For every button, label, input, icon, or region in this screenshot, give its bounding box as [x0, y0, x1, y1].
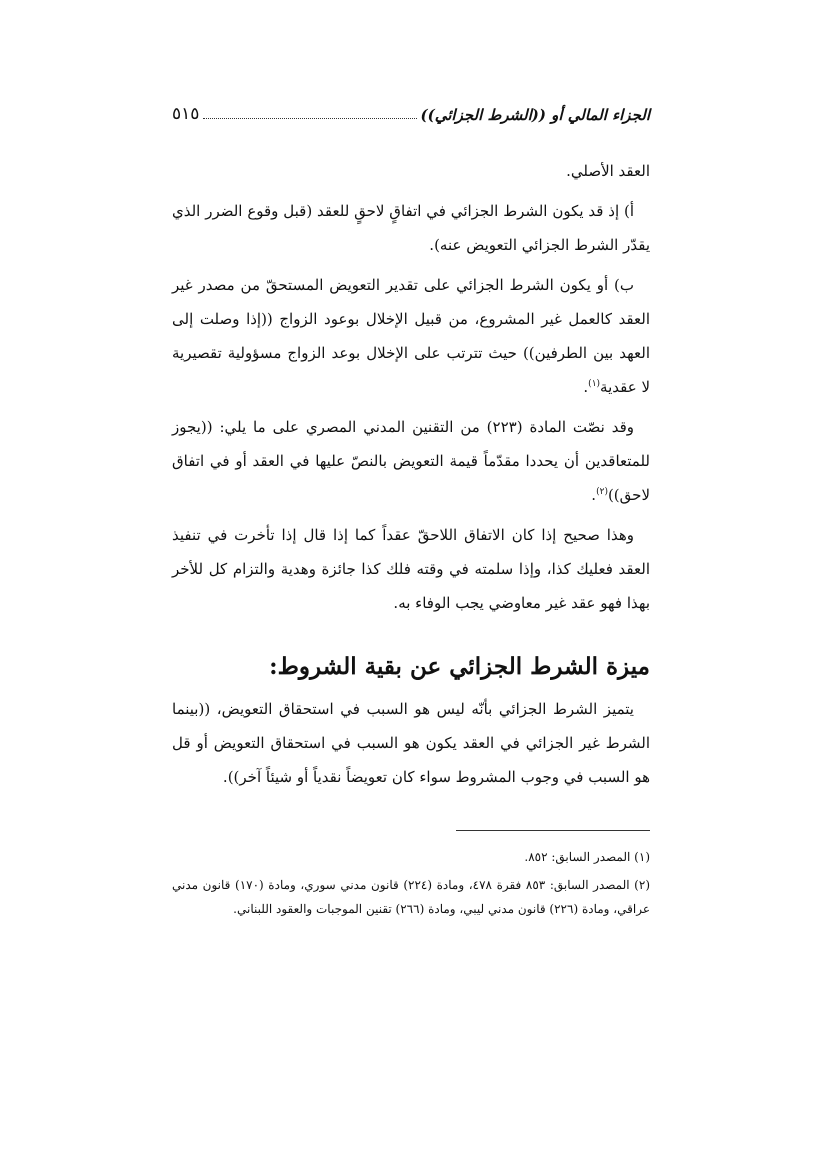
footnote-2: (٢) المصدر السابق: ٨٥٣ فقرة ٤٧٨، ومادة (٢٢٤) قانون مدني سوري، ومادة (١٧٠) قانون مدني عراقي، ومادة (٢٢٦) قانون مدني ليبي، ومادة (٢٦٦) تقنين الموجبات والعقود اللبناني. [172, 878, 650, 916]
paragraph-1: العقد الأصلي. [566, 162, 650, 180]
section-heading: ميزة الشرط الجزائي عن بقية الشروط: [269, 653, 650, 680]
paragraph-3: ب) أو يكون الشرط الجزائي على تقدير التعويض المستحقّ من مصدر غير العقد كالعمل غير المشروع، من قبيل الإخلال بوعود الزواج ((إذا وصلت إلى العهد بين الطرفين)) حيث تترتب على الإخلال بوعد الزواج مسؤولية تقصيرية لا عقدية$^{(١)}$. [172, 276, 650, 396]
footnote-1: (١) المصدر السابق: ٨٥٢. [524, 850, 650, 864]
paragraph-2: أ) إذ قد يكون الشرط الجزائي في اتفاقٍ لاحقٍ للعقد (قبل وقوع الضرر الذي يقدّر الشرط الجزائي التعويض عنه). [172, 202, 650, 254]
page-number: ٥١٥ [172, 104, 200, 124]
running-title: الجزاء المالي أو ((الشرط الجزائي)) [420, 106, 650, 124]
paragraph-5: وهذا صحيح إذا كان الاتفاق اللاحقّ عقداً كما إذا قال إذا تأخرت في تنفيذ العقد فعليك كذا، وإذا سلمته في وقته فلك كذا جائزة وهدية والتزام كل للأخر بهذا فهو عقد غير معاوضي يجب الوفاء به. [172, 526, 650, 612]
header-leader-dots [203, 117, 416, 119]
paragraph-6: يتميز الشرط الجزائي بأنّه ليس هو السبب في استحقاق التعويض، ((بينما الشرط غير الجزائي في العقد يكون هو السبب في استحقاق التعويض أو قل هو السبب في وجوب المشروط سواء كان تعويضاً نقدياً أو شيئاً آخر)). [172, 700, 650, 786]
running-header [172, 90, 650, 124]
footnote-ref-1: (١) [588, 379, 601, 389]
paragraph-4: وقد نصّت المادة (٢٢٣) من التقنين المدني المصري على ما يلي: ((يجوز للمتعاقدين أن يحددا مقدّماً قيمة التعويض بالنصّ عليها في العقد أو في اتفاق لاحق))$^{(٢)}$. [172, 418, 650, 504]
book-page [172, 90, 650, 925]
footnote-ref-2: (٢) [596, 487, 608, 497]
footnote-separator [456, 830, 650, 831]
footnotes [172, 845, 650, 921]
body-text [172, 154, 650, 794]
